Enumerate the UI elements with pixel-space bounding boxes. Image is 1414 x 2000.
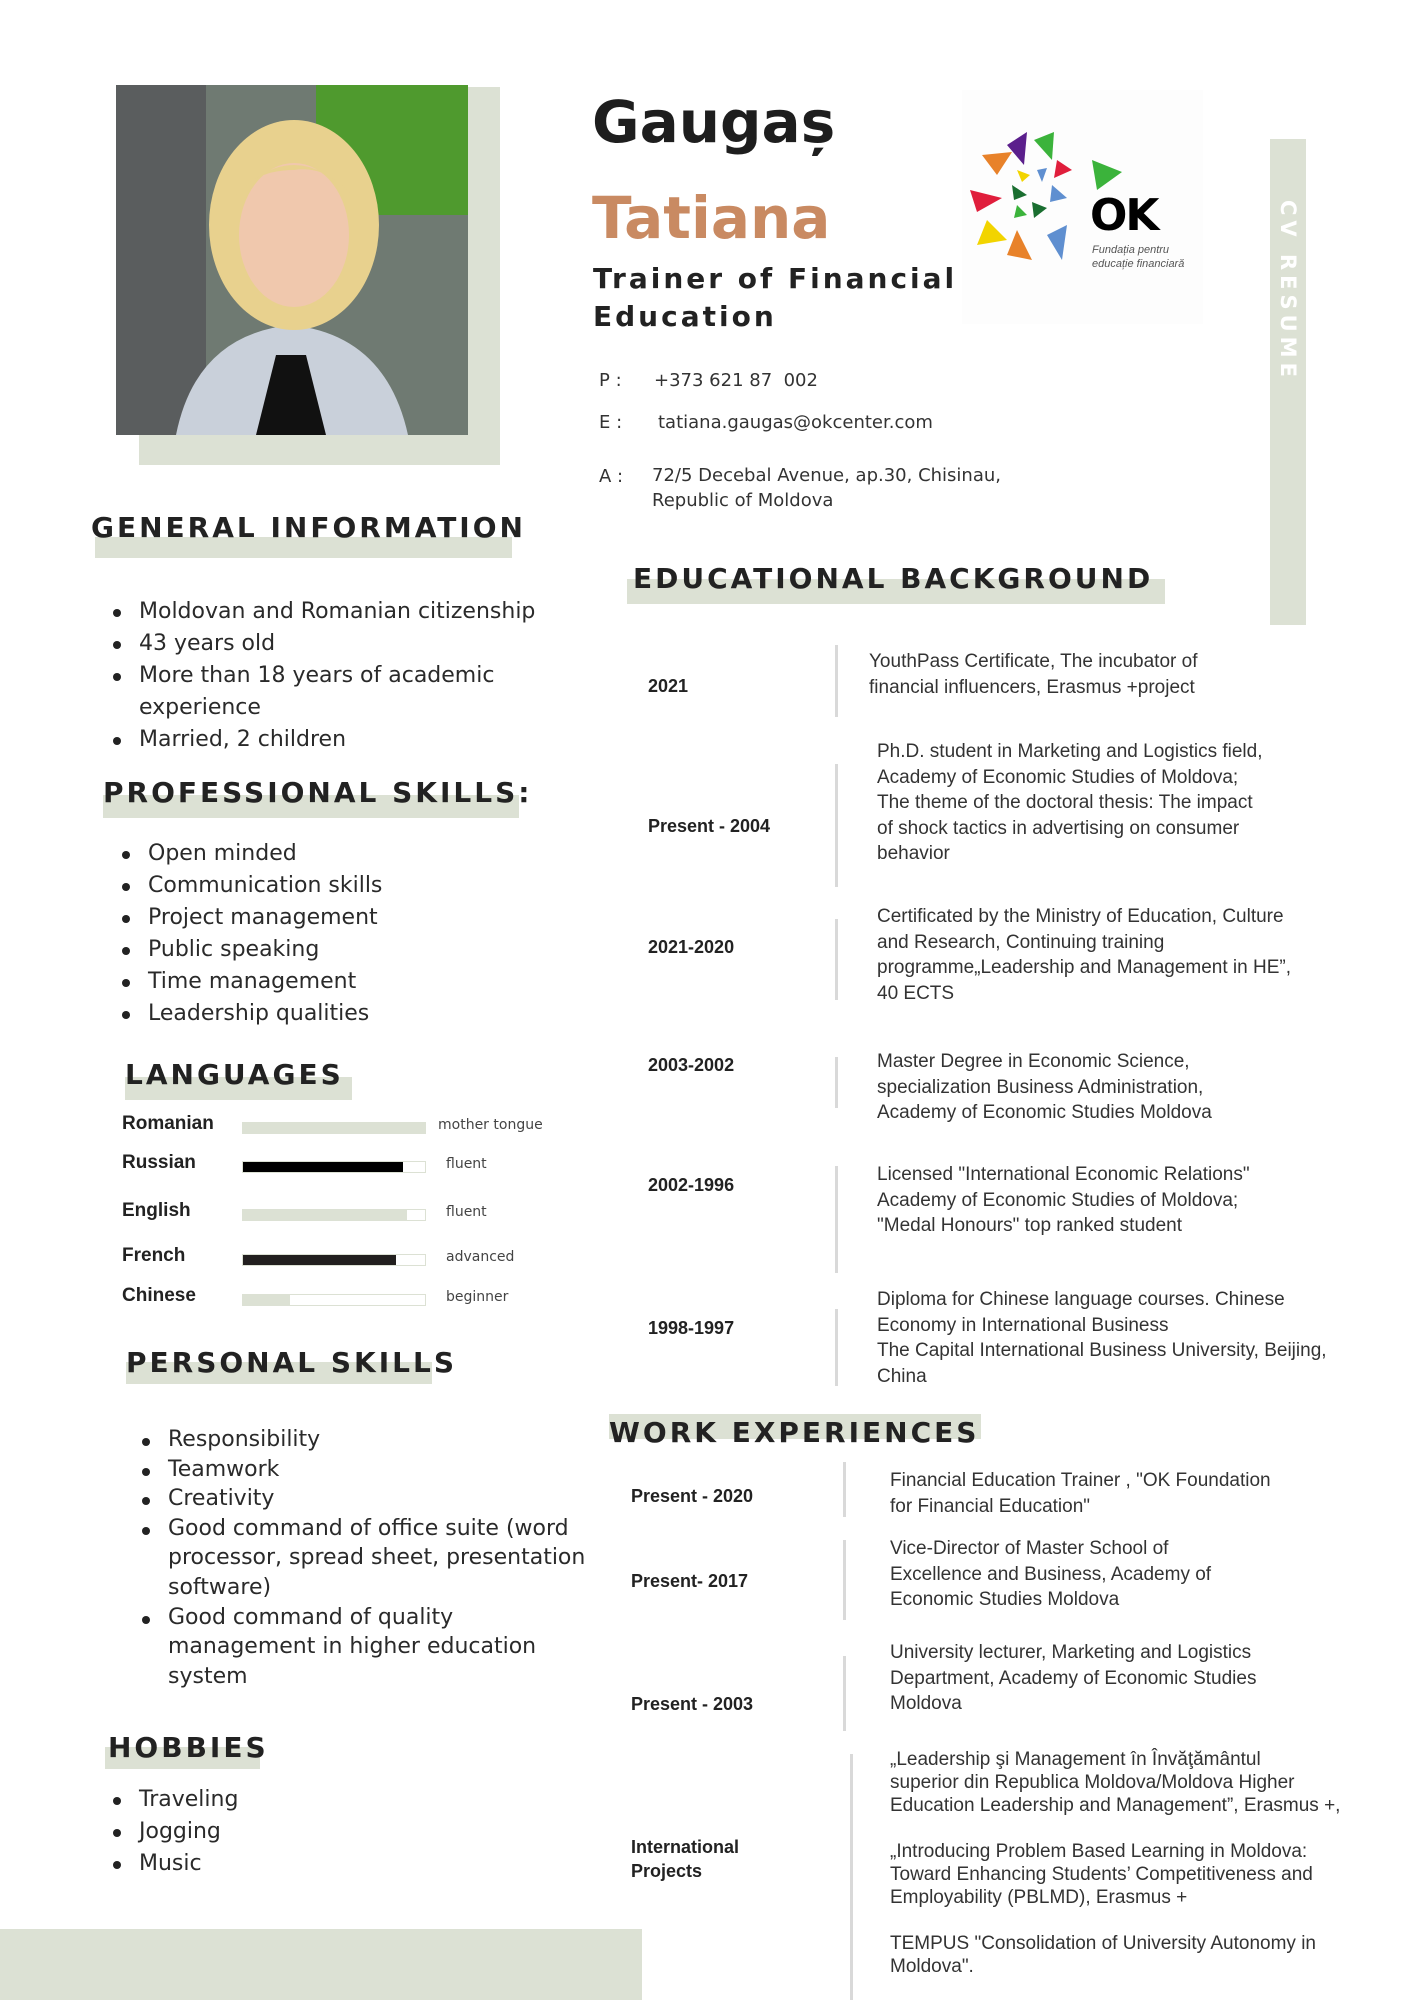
work-date: Present- 2017 (631, 1571, 749, 1591)
professional-list-item: Project management (148, 902, 378, 934)
address-label: A : (599, 466, 624, 487)
education-date: Present - 2004 (648, 816, 771, 836)
job-title-line2: Education (593, 300, 777, 333)
footer-band (0, 1929, 642, 2000)
personal-list-item: Good command of office suite (word processor, spread sheet, presentation software) (168, 1514, 585, 1603)
language-level-label: fluent (446, 1156, 487, 1172)
education-date: 2003-2002 (648, 1055, 735, 1075)
language-level-fill (243, 1210, 407, 1220)
education-date: 2021 (648, 676, 689, 696)
ok-foundation-logo (962, 90, 1203, 324)
personal-list-item: Responsibility (168, 1425, 320, 1455)
education-description: Master Degree in Economic Science, specialization Business Administration, Academy of Economic Studies Moldova (877, 1051, 1212, 1123)
general-list-item: Married, 2 children (139, 724, 346, 756)
cv-resume-label: CV RESUME (1276, 200, 1300, 382)
hobbies-list-item: Jogging (139, 1816, 221, 1848)
language-level-bar (242, 1254, 426, 1266)
professional-list-item: Communication skills (148, 870, 382, 902)
education-heading: EDUCATIONAL BACKGROUND (633, 562, 1154, 595)
work-date: Present - 2003 (631, 1694, 754, 1714)
general-list-item: 43 years old (139, 628, 275, 660)
personal-list-item: Teamwork (168, 1455, 279, 1485)
work-description: Vice-Director of Master School of Excellence and Business, Academy of Economic Studies Moldova (890, 1538, 1212, 1610)
education-date: 2002-1996 (648, 1175, 735, 1195)
personal-list-item: Good command of quality management in higher education system (168, 1603, 536, 1692)
work-description: University lecturer, Marketing and Logistics Department, Academy of Economic Studies Moldova (890, 1642, 1257, 1714)
education-description: YouthPass Certificate, The incubator of financial influencers, Erasmus +project (869, 651, 1198, 698)
education-date: 2021-2020 (648, 937, 735, 957)
work-heading: WORK EXPERIENCES (609, 1416, 980, 1449)
general-list-item: More than 18 years of academic experience (139, 660, 494, 724)
language-level-label: beginner (446, 1289, 509, 1305)
email-value[interactable]: tatiana.gaugas@okcenter.com (658, 412, 933, 433)
professional-list-item: Public speaking (148, 934, 319, 966)
general-list-item: Moldovan and Romanian citizenship (139, 596, 535, 628)
language-level-bar (242, 1122, 426, 1134)
professional-list-item: Time management (148, 966, 356, 998)
first-name: Tatiana (592, 184, 831, 252)
timeline-divider (835, 764, 838, 887)
language-level-fill (243, 1162, 403, 1172)
work-description: „Leadership şi Management în Învăţământul superior din Republica Moldova/Moldova Higher Education Leadership and Management”, Erasmus +, „Introducing Problem Based Learning in Moldova: Toward Enhancing Students’ Competitiveness and Employability (PBLMD), Erasmus + TEMPUS "Consolidation of University Autonomy in Moldova". (890, 1749, 1341, 1977)
language-name: French (122, 1245, 186, 1266)
timeline-divider (850, 1754, 853, 2000)
language-level-fill (243, 1123, 425, 1133)
address-line1: 72/5 Decebal Avenue, ap.30, Chisinau, (652, 465, 1001, 486)
language-level-label: fluent (446, 1204, 487, 1220)
profile-photo (116, 85, 468, 435)
personal-list-item: Creativity (168, 1484, 274, 1514)
education-description: Ph.D. student in Marketing and Logistics field, Academy of Economic Studies of Moldova; The theme of the doctoral thesis: The impact of shock tactics in advertising on consumer behavior (877, 741, 1263, 864)
language-name: Romanian (122, 1113, 214, 1134)
language-level-bar (242, 1161, 426, 1173)
timeline-divider (843, 1462, 846, 1517)
language-level-label: mother tongue (438, 1117, 543, 1133)
email-label: E : (599, 412, 623, 433)
hobbies-list-item: Traveling (139, 1784, 238, 1816)
education-description: Certificated by the Ministry of Education, Culture and Research, Continuing training programme„Leadership and Management in HE”, 40 ECTS (877, 906, 1291, 1004)
timeline-divider (835, 919, 838, 1000)
timeline-divider (843, 1656, 846, 1731)
language-level-fill (243, 1295, 290, 1305)
language-level-fill (243, 1255, 396, 1265)
hobbies-list-item: Music (139, 1848, 202, 1880)
work-date: Present - 2020 (631, 1486, 754, 1506)
professional-heading: PROFESSIONAL SKILLS: (103, 776, 533, 809)
timeline-divider (835, 645, 838, 717)
timeline-divider (843, 1540, 846, 1620)
job-title-line1: Trainer of Financial (593, 262, 958, 295)
address-line2: Republic of Moldova (652, 490, 834, 511)
personal-heading: PERSONAL SKILLS (126, 1346, 458, 1379)
professional-list-item: Leadership qualities (148, 998, 369, 1030)
language-name: Russian (122, 1152, 196, 1173)
professional-list-item: Open minded (148, 838, 297, 870)
language-name: English (122, 1200, 191, 1221)
language-name: Chinese (122, 1285, 196, 1306)
timeline-divider (835, 1057, 838, 1108)
general-heading: GENERAL INFORMATION (91, 511, 526, 544)
timeline-divider (835, 1166, 838, 1273)
language-level-bar (242, 1209, 426, 1221)
logo-tagline-2: educație financiară (1092, 258, 1185, 270)
phone-value[interactable]: +373 621 87 002 (654, 370, 818, 391)
work-description: Financial Education Trainer , "OK Foundation for Financial Education" (890, 1470, 1271, 1517)
phone-label: P : (599, 370, 622, 391)
language-level-bar (242, 1294, 426, 1306)
timeline-divider (835, 1309, 838, 1386)
language-level-label: advanced (446, 1249, 515, 1265)
education-date: 1998-1997 (648, 1318, 735, 1338)
work-date: International Projects (631, 1837, 740, 1881)
hobbies-heading: HOBBIES (108, 1731, 269, 1764)
languages-heading: LANGUAGES (125, 1058, 344, 1091)
education-description: Diploma for Chinese language courses. Chinese Economy in International Business The Capital International Business University, Beijing, China (877, 1289, 1327, 1387)
logo-brand: OK (1090, 190, 1158, 241)
surname: Gaugaș (592, 88, 836, 156)
logo-tagline-1: Fundația pentru (1092, 244, 1170, 256)
education-description: Licensed "International Economic Relations" Academy of Economic Studies of Moldova; "Medal Honours" top ranked student (877, 1164, 1250, 1236)
